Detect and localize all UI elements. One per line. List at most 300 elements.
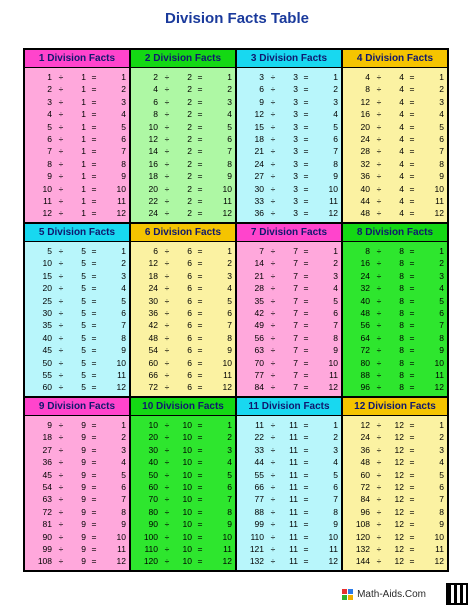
quotient: 12 [434,208,444,219]
fact-row [343,431,447,443]
equals-sign: = [303,96,309,107]
divide-sign: ÷ [270,283,276,294]
equals-sign: = [91,531,97,542]
quotient: 4 [227,283,232,294]
table-header: 1 Division Facts [25,50,129,68]
divisor: 8 [399,332,404,343]
quotient: 12 [328,556,338,567]
quotient: 6 [121,481,126,492]
dividend: 12 [360,420,370,430]
fact-row [237,357,341,369]
fact-row [343,555,447,567]
quotient: 1 [227,246,232,256]
equals-sign: = [303,121,309,132]
quotient: 7 [439,494,444,505]
quotient: 10 [434,357,444,368]
quotient: 10 [222,183,232,194]
divisor: 8 [399,369,404,380]
fact-row [237,332,341,344]
fact-row [25,282,129,294]
divide-sign: ÷ [270,369,276,380]
divisor: 10 [182,432,192,443]
quotient: 9 [439,345,444,356]
fact-row [237,158,341,170]
divide-sign: ÷ [164,382,170,393]
equals-sign: = [91,270,97,281]
fact-row [237,419,341,431]
divide-sign: ÷ [58,444,64,455]
fact-row [25,381,129,393]
dividend: 132 [249,556,264,567]
divisor: 4 [399,84,404,95]
quotient: 11 [435,369,444,380]
divide-sign: ÷ [164,283,170,294]
fact-row [237,245,341,257]
divide-sign: ÷ [270,121,276,132]
quotient: 1 [439,420,444,430]
divide-sign: ÷ [270,84,276,95]
dividend: 20 [148,183,158,194]
divide-sign: ÷ [164,183,170,194]
divisor: 3 [293,183,298,194]
divisor: 4 [399,121,404,132]
divide-sign: ÷ [58,133,64,144]
divisor: 4 [399,183,404,194]
dividend: 80 [360,357,370,368]
fact-row [237,506,341,518]
dividend: 40 [360,295,370,306]
divide-sign: ÷ [58,481,64,492]
quotient: 1 [121,72,126,82]
divisor: 3 [293,84,298,95]
equals-sign: = [409,382,415,393]
quotient: 8 [439,506,444,517]
fact-row [237,456,341,468]
quotient: 12 [434,382,444,393]
dividend: 108 [355,519,370,530]
equals-sign: = [91,195,97,206]
equals-sign: = [197,158,203,169]
divide-sign: ÷ [376,543,382,554]
equals-sign: = [91,183,97,194]
fact-row [25,145,129,157]
divide-sign: ÷ [376,246,382,256]
divisor: 2 [187,121,192,132]
divisor: 4 [399,146,404,157]
dividend: 18 [148,171,158,182]
divide-sign: ÷ [164,420,170,430]
fact-row [131,381,235,393]
divide-sign: ÷ [376,345,382,356]
divide-sign: ÷ [270,543,276,554]
quotient: 2 [227,432,232,443]
quotient: 3 [439,270,444,281]
divide-sign: ÷ [376,84,382,95]
dividend: 15 [42,270,52,281]
fact-row [25,170,129,182]
divisor: 7 [293,246,298,256]
fact-row [131,71,235,83]
dividend: 8 [365,84,370,95]
divide-sign: ÷ [270,382,276,393]
dividend: 54 [42,481,52,492]
equals-sign: = [303,246,309,256]
dividend: 3 [47,96,52,107]
quotient: 9 [227,171,232,182]
divisor: 11 [289,506,298,517]
quotient: 5 [439,121,444,132]
divisor: 10 [182,543,192,554]
quotient: 9 [121,519,126,530]
divisor: 3 [293,72,298,82]
dividend: 60 [148,481,158,492]
divisor: 2 [187,158,192,169]
divide-sign: ÷ [164,295,170,306]
divide-sign: ÷ [376,320,382,331]
dividend: 72 [148,382,158,393]
divisor: 3 [293,109,298,120]
dividend: 48 [148,332,158,343]
equals-sign: = [303,307,309,318]
dividend: 6 [153,96,158,107]
equals-sign: = [303,469,309,480]
equals-sign: = [91,444,97,455]
equals-sign: = [303,506,309,517]
quotient: 2 [439,258,444,269]
fact-row [131,369,235,381]
dividend: 40 [360,183,370,194]
divide-sign: ÷ [58,96,64,107]
dividend: 20 [360,121,370,132]
equals-sign: = [197,382,203,393]
equals-sign: = [409,258,415,269]
dividend: 15 [254,121,264,132]
divisor: 2 [187,84,192,95]
table-body [343,68,447,222]
dividend: 70 [148,494,158,505]
dividend: 9 [47,420,52,430]
dividend: 9 [259,96,264,107]
fact-row [25,96,129,108]
quotient: 7 [439,320,444,331]
equals-sign: = [409,457,415,468]
divide-sign: ÷ [58,457,64,468]
divisor: 8 [399,307,404,318]
divide-sign: ÷ [164,258,170,269]
fact-row [237,145,341,157]
dividend: 7 [47,146,52,157]
equals-sign: = [303,481,309,492]
dividend: 35 [254,295,264,306]
fact-row [237,493,341,505]
divisor: 8 [399,246,404,256]
dividend: 32 [360,283,370,294]
divide-sign: ÷ [164,345,170,356]
fact-row [343,531,447,543]
divisor: 4 [399,158,404,169]
equals-sign: = [91,84,97,95]
division-table-2 [131,50,235,222]
quotient: 11 [435,195,444,206]
divisor: 9 [81,432,86,443]
divisor: 11 [289,556,298,567]
divisor: 9 [81,420,86,430]
divide-sign: ÷ [58,295,64,306]
quotient: 3 [333,96,338,107]
dividend: 99 [42,543,52,554]
dividend: 36 [148,307,158,318]
quotient: 5 [227,469,232,480]
equals-sign: = [409,146,415,157]
equals-sign: = [197,519,203,530]
divisor: 1 [81,72,86,82]
fact-row [343,282,447,294]
divide-sign: ÷ [58,158,64,169]
divisor: 8 [399,382,404,393]
table-header: 10 Division Facts [131,398,235,416]
dividend: 42 [254,307,264,318]
divisor: 11 [289,519,298,530]
equals-sign: = [197,556,203,567]
equals-sign: = [303,195,309,206]
quotient: 10 [434,183,444,194]
divide-sign: ÷ [376,519,382,530]
divisor: 6 [187,369,192,380]
divisor: 4 [399,171,404,182]
dividend: 40 [148,457,158,468]
footer-logo[interactable] [342,589,426,600]
divisor: 9 [81,457,86,468]
dividend: 12 [148,258,158,269]
divide-sign: ÷ [58,183,64,194]
divide-sign: ÷ [270,109,276,120]
equals-sign: = [303,519,309,530]
quotient: 2 [121,432,126,443]
dividend: 22 [148,195,158,206]
dividend: 24 [360,270,370,281]
divisor: 11 [289,420,298,430]
quotient: 11 [329,195,338,206]
table-body [131,242,235,396]
dividend: 120 [355,531,370,542]
dividend: 96 [360,506,370,517]
dividend: 144 [355,556,370,567]
divisor: 5 [81,270,86,281]
quotient: 12 [434,556,444,567]
equals-sign: = [409,543,415,554]
quotient: 9 [333,171,338,182]
divisor: 3 [293,121,298,132]
divide-sign: ÷ [376,556,382,567]
divisor: 7 [293,357,298,368]
divisor: 12 [394,556,404,567]
equals-sign: = [91,420,97,430]
equals-sign: = [91,121,97,132]
quotient: 5 [439,295,444,306]
fact-row [237,183,341,195]
divisor: 10 [182,481,192,492]
dividend: 2 [47,84,52,95]
dividend: 36 [254,208,264,219]
divisor: 5 [81,332,86,343]
fact-row [343,319,447,331]
divide-sign: ÷ [164,357,170,368]
quotient: 10 [116,183,126,194]
quotient: 1 [121,246,126,256]
divisor: 1 [81,195,86,206]
divide-sign: ÷ [270,295,276,306]
equals-sign: = [91,109,97,120]
dividend: 33 [254,195,264,206]
table-header: 4 Division Facts [343,50,447,68]
fact-row [343,158,447,170]
quotient: 11 [329,543,338,554]
dividend: 50 [148,469,158,480]
quotient: 4 [439,457,444,468]
table-body [237,242,341,396]
equals-sign: = [303,444,309,455]
divide-sign: ÷ [58,345,64,356]
divide-sign: ÷ [164,133,170,144]
quotient: 2 [227,258,232,269]
dividend: 121 [249,543,264,554]
divisor: 7 [293,307,298,318]
equals-sign: = [409,444,415,455]
divide-sign: ÷ [164,320,170,331]
equals-sign: = [197,258,203,269]
fact-row [343,170,447,182]
divide-sign: ÷ [270,494,276,505]
fact-row [25,456,129,468]
divisor: 6 [187,357,192,368]
dividend: 10 [42,258,52,269]
dividend: 60 [42,382,52,393]
divide-sign: ÷ [164,531,170,542]
fact-row [25,195,129,207]
equals-sign: = [197,531,203,542]
fact-row [25,543,129,555]
fact-row [343,493,447,505]
dividend: 30 [42,307,52,318]
dividend: 66 [254,481,264,492]
divide-sign: ÷ [270,183,276,194]
divisor: 12 [394,519,404,530]
dividend: 63 [254,345,264,356]
divide-sign: ÷ [270,270,276,281]
quotient: 9 [121,345,126,356]
dividend: 10 [148,121,158,132]
fact-row [343,245,447,257]
quotient: 12 [222,208,232,219]
dividend: 12 [148,133,158,144]
divide-sign: ÷ [58,195,64,206]
dividend: 48 [360,457,370,468]
divide-sign: ÷ [376,506,382,517]
fact-row [131,158,235,170]
quotient: 10 [116,531,126,542]
divide-sign: ÷ [58,556,64,567]
equals-sign: = [197,171,203,182]
fact-row [25,506,129,518]
dividend: 36 [360,444,370,455]
quotient: 9 [121,171,126,182]
equals-sign: = [409,109,415,120]
fact-row [343,369,447,381]
fact-row [25,108,129,120]
quotient: 1 [333,420,338,430]
quotient: 12 [328,382,338,393]
divide-sign: ÷ [58,270,64,281]
divide-sign: ÷ [58,432,64,443]
dividend: 88 [254,506,264,517]
dividend: 72 [360,481,370,492]
quotient: 6 [333,307,338,318]
division-table-3 [237,50,341,222]
divisor: 5 [81,246,86,256]
divide-sign: ÷ [270,556,276,567]
quotient: 8 [121,158,126,169]
table-header: 12 Division Facts [343,398,447,416]
dividend: 6 [47,133,52,144]
equals-sign: = [409,320,415,331]
fact-row [343,444,447,456]
dividend: 84 [254,382,264,393]
divisor: 2 [187,96,192,107]
divide-sign: ÷ [270,332,276,343]
divide-sign: ÷ [376,208,382,219]
quotient: 11 [329,369,338,380]
quotient: 6 [121,307,126,318]
divisor: 12 [394,469,404,480]
divisor: 1 [81,84,86,95]
divide-sign: ÷ [164,146,170,157]
fact-row [237,381,341,393]
fact-row [131,195,235,207]
equals-sign: = [197,420,203,430]
dividend: 4 [153,84,158,95]
division-table-11 [237,398,341,570]
dividend: 18 [148,270,158,281]
divisor: 12 [394,444,404,455]
quotient: 8 [333,332,338,343]
dividend: 55 [42,369,52,380]
divisor: 7 [293,270,298,281]
quotient: 8 [439,158,444,169]
fact-row [131,245,235,257]
divide-sign: ÷ [376,158,382,169]
equals-sign: = [303,109,309,120]
dividend: 45 [42,345,52,356]
quotient: 12 [116,208,126,219]
equals-sign: = [303,332,309,343]
divisor: 3 [293,158,298,169]
equals-sign: = [409,133,415,144]
divisor: 9 [81,494,86,505]
divide-sign: ÷ [376,494,382,505]
fact-row [25,493,129,505]
dividend: 20 [42,283,52,294]
dividend: 48 [360,307,370,318]
fact-row [237,295,341,307]
equals-sign: = [91,369,97,380]
divisor: 11 [289,457,298,468]
quotient: 6 [439,307,444,318]
quotient: 4 [333,109,338,120]
equals-sign: = [303,158,309,169]
divide-sign: ÷ [270,195,276,206]
table-body [25,242,129,396]
fact-row [237,518,341,530]
